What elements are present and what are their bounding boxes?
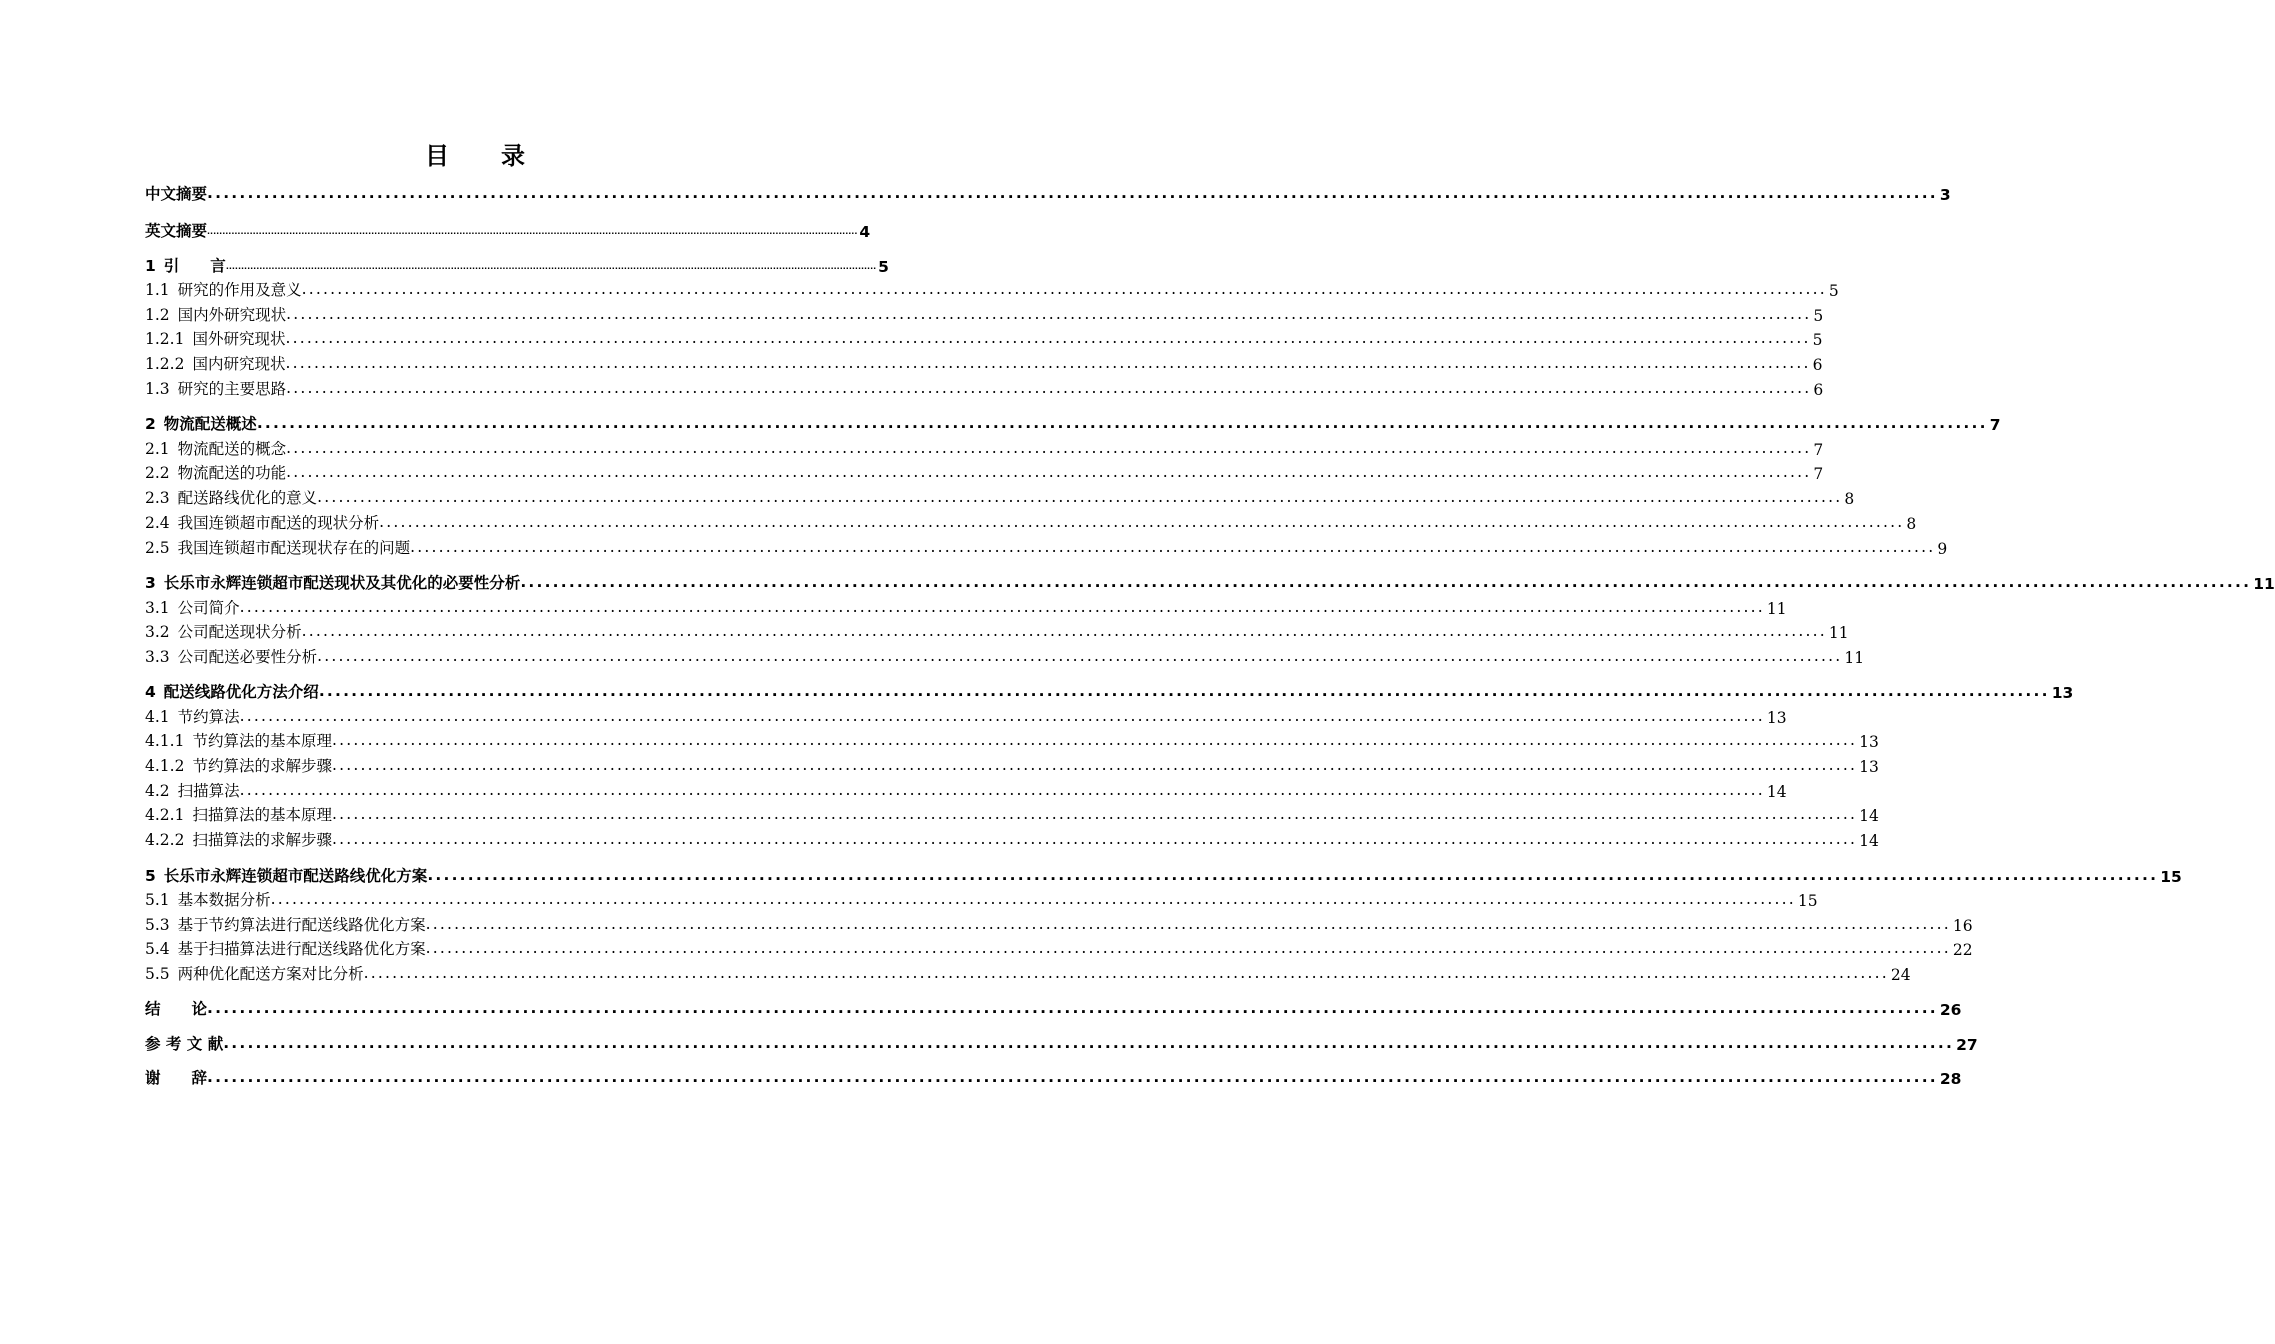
- toc-entry-text: 物流配送的功能: [177, 464, 287, 482]
- toc-entry-text: 引 言: [163, 257, 226, 275]
- toc-entry-label: [145, 803, 332, 825]
- toc-entry[interactable]: [145, 571, 2275, 593]
- toc-entry-text: 国内研究现状: [192, 355, 286, 373]
- toc-page-number: 27: [1956, 1036, 1978, 1054]
- toc-entry[interactable]: [145, 327, 1823, 349]
- toc-entry-label: [145, 327, 285, 349]
- toc-entry[interactable]: [145, 864, 2182, 886]
- toc-entry-label: [145, 254, 226, 276]
- toc-page-number: 13: [1766, 709, 1787, 727]
- toc-entry-label: [145, 596, 240, 618]
- toc-page-number: 24: [1890, 966, 1911, 984]
- toc-entry-label: [145, 828, 332, 850]
- toc-entry-label: [145, 864, 427, 886]
- toc-dot-leader: ......................................................................................................................................................................................................................: [286, 438, 1812, 457]
- toc-page-number: 5: [1813, 307, 1824, 325]
- toc-page-number: 11: [1844, 649, 1865, 667]
- toc-entry-text: 参 考 文 献: [145, 1035, 224, 1053]
- toc-entry-number: 3: [145, 574, 156, 592]
- toc-entry-label: [145, 571, 520, 593]
- toc-entry-text: 研究的主要思路: [177, 380, 287, 398]
- toc-dot-leader: ......................................................................................................................................................................................................................: [207, 183, 1938, 202]
- toc-entry-number: 2: [145, 415, 156, 433]
- toc-dot-leader: ......................................................................................................................................................................................................................: [520, 572, 2252, 591]
- toc-page-number: 14: [1859, 807, 1879, 825]
- toc-dot-leader: ......................................................................................................................................................................................................................: [317, 487, 1843, 506]
- toc-entry[interactable]: [145, 352, 1823, 374]
- toc-entry-label: [145, 303, 286, 325]
- toc-entry-label: [145, 729, 332, 751]
- toc-entry[interactable]: [145, 997, 1962, 1019]
- toc-entry-label: [145, 962, 364, 984]
- toc-page-number: 15: [1797, 892, 1818, 910]
- toc-page-number: 7: [1989, 416, 2001, 434]
- toc-dot-leader: ......................................................................................................................................................................................................................: [270, 889, 1796, 908]
- toc-entry[interactable]: [145, 303, 1824, 325]
- toc-page-number: 11: [2253, 575, 2275, 593]
- toc-entry-number: 4: [145, 683, 156, 701]
- toc-page-number: 15: [2160, 868, 2182, 886]
- toc-entry-text: 国外研究现状: [192, 330, 286, 348]
- toc-entry-label: [145, 1066, 207, 1088]
- toc-entry-text: 基本数据分析: [177, 891, 271, 909]
- toc-dot-leader: ......................................................................................................................................................................................................................: [331, 755, 1858, 774]
- toc-entry-number: 1.2.1: [145, 330, 185, 348]
- toc-entry-number: 3.2: [145, 623, 170, 641]
- toc-entry-number: 4.2.2: [145, 831, 185, 849]
- toc-dot-leader: ......................................................................................................................................................................................................................: [331, 829, 1858, 848]
- toc-page-number: 7: [1813, 441, 1824, 459]
- toc-entry-number: 3.3: [145, 648, 170, 666]
- toc-dot-leader: ......................................................................................................................................................................................................................: [331, 730, 1858, 749]
- toc-page-number: 4: [859, 223, 871, 241]
- toc-entry-text: 节约算法: [177, 708, 240, 726]
- toc-entry-label: [145, 888, 271, 910]
- toc-page-number: 3: [1939, 186, 1951, 204]
- toc-entry-number: 2.4: [145, 514, 170, 532]
- toc-entry[interactable]: [145, 536, 1948, 558]
- toc-entry-label: [145, 754, 332, 776]
- toc-entry-text: 长乐市永辉连锁超市配送路线优化方案: [163, 867, 428, 885]
- toc-entry-label: [145, 1032, 223, 1054]
- toc-entry[interactable]: [145, 486, 1855, 508]
- toc-entry[interactable]: [145, 596, 1787, 618]
- toc-page-number: 6: [1813, 381, 1824, 399]
- toc-title-char-2: 录: [501, 142, 525, 170]
- toc-entry-text: 扫描算法的基本原理: [192, 806, 332, 824]
- toc-page-number: 5: [878, 258, 889, 276]
- toc-entry-text: 节约算法的基本原理: [192, 732, 332, 750]
- toc-page-number: 13: [2051, 684, 2074, 702]
- toc-dot-leader: ......................................................................................................................................................................................................................: [425, 914, 1951, 933]
- toc-dot-leader: ......................................................................................................................................................................................................................: [318, 681, 2050, 700]
- toc-entry[interactable]: [145, 1032, 1978, 1054]
- toc-entry-text: 我国连锁超市配送现状存在的问题: [177, 539, 411, 557]
- toc-entry[interactable]: [145, 828, 1879, 850]
- toc-entry[interactable]: [145, 437, 1824, 459]
- toc-entry-label: [145, 461, 286, 483]
- toc-entry[interactable]: [145, 278, 1839, 300]
- toc-entry-label: [145, 645, 317, 667]
- toc-dot-leader: ......................................................................................................................................................................................................................: [223, 1033, 1955, 1052]
- toc-entry-text: 公司配送现状分析: [177, 623, 302, 641]
- toc-entry-text: 研究的作用及意义: [177, 281, 302, 299]
- toc-dot-leader: ......................................................................................................................................................................................................................: [239, 780, 1765, 799]
- toc-entry-label: [145, 997, 207, 1019]
- toc-entry[interactable]: [145, 377, 1824, 399]
- toc-entry-text: 基于节约算法进行配送线路优化方案: [177, 916, 426, 934]
- toc-entry-text: 长乐市永辉连锁超市配送现状及其优化的必要性分析: [163, 574, 521, 592]
- toc-page-number: 8: [1906, 515, 1917, 533]
- toc-entry-label: [145, 705, 240, 727]
- toc-entry-text: 基于扫描算法进行配送线路优化方案: [177, 940, 426, 958]
- toc-entry-number: 1.1: [145, 281, 170, 299]
- toc-dot-leader: ......................................................................................................................................................................................................................: [285, 353, 1811, 372]
- toc-entry-number: 5.4: [145, 940, 170, 958]
- toc-entry[interactable]: [145, 182, 1951, 204]
- toc-entry-label: [145, 511, 379, 533]
- toc-dot-leader: ......................................................................................................................................................................................................................: [286, 378, 1812, 397]
- toc-entry[interactable]: [145, 645, 1865, 667]
- toc-entry-text: 物流配送概述: [163, 415, 257, 433]
- toc-entry[interactable]: [145, 913, 1973, 935]
- toc-entry-label: [145, 437, 286, 459]
- toc-entry-number: 1.2: [145, 306, 170, 324]
- toc-entry-number: 3.1: [145, 599, 170, 617]
- toc-entry[interactable]: [145, 1066, 1962, 1088]
- toc-dot-leader: ......................................................................................................................................................................................................................: [363, 963, 1889, 982]
- toc-dot-leader: ......................................................................................................................................................................................................................: [427, 865, 2159, 884]
- toc-page-number: 26: [1939, 1001, 1962, 1019]
- toc-page-number: 7: [1813, 465, 1824, 483]
- toc-page-number: 28: [1939, 1070, 1962, 1088]
- toc-entry[interactable]: [145, 754, 1879, 776]
- toc-dot-leader: ......................................................................................................................................................................................................................: [239, 706, 1765, 725]
- toc-entry[interactable]: [145, 962, 1911, 984]
- toc-entry-text: 中文摘要: [145, 185, 208, 203]
- toc-entry-text: 英文摘要: [145, 222, 208, 240]
- toc-entry-label: [145, 219, 207, 241]
- toc-entry-number: 5.1: [145, 891, 170, 909]
- toc-entry-number: 4.2.1: [145, 806, 185, 824]
- toc-entry[interactable]: [145, 620, 1849, 642]
- toc-dot-leader: ......................................................................................................................................................................................................................: [379, 512, 1905, 531]
- toc-entry[interactable]: [145, 254, 889, 276]
- toc-page-number: 11: [1766, 600, 1787, 618]
- toc-entry-number: 2.1: [145, 440, 170, 458]
- toc-entry-number: 2.5: [145, 539, 170, 557]
- toc-entry-label: [145, 680, 319, 702]
- toc-entry-label: [145, 486, 317, 508]
- toc-entry[interactable]: [145, 511, 1917, 533]
- toc-entry-label: [145, 412, 257, 434]
- toc-entry-text: 配送路线优化的意义: [177, 489, 318, 507]
- toc-page-number: 9: [1937, 540, 1948, 558]
- toc-page-number: 13: [1859, 758, 1879, 776]
- toc-entry-text: 两种优化配送方案对比分析: [177, 965, 364, 983]
- toc-entry-number: 4.1.2: [145, 757, 185, 775]
- toc-entry-label: [145, 937, 426, 959]
- toc-entry-number: 5.3: [145, 916, 170, 934]
- toc-title: [0, 136, 950, 171]
- toc-entry[interactable]: [145, 779, 1787, 801]
- toc-entry-label: [145, 352, 285, 374]
- toc-page-number: 13: [1859, 733, 1879, 751]
- toc-entry-text: 结 论: [145, 1000, 208, 1018]
- toc-entry-number: 4.2: [145, 782, 170, 800]
- toc-title-char-1: 目: [425, 142, 449, 170]
- toc-entry-text: 谢 辞: [145, 1069, 208, 1087]
- toc-entry-number: 2.2: [145, 464, 170, 482]
- toc-page-number: 22: [1952, 941, 1973, 959]
- toc-entry-text: 公司配送必要性分析: [177, 648, 318, 666]
- toc-entry[interactable]: [145, 888, 1818, 910]
- toc-dot-leader: ......................................................................................................................................................................................................................: [317, 646, 1843, 665]
- toc-dot-leader: ......................................................................................................................................................................................................................: [239, 597, 1765, 616]
- toc-entry-text: 扫描算法: [177, 782, 240, 800]
- toc-entry-text: 配送线路优化方法介绍: [163, 683, 319, 701]
- toc-entry-text: 我国连锁超市配送的现状分析: [177, 514, 380, 532]
- toc-entry-number: 4.1.1: [145, 732, 185, 750]
- toc-entry-text: 扫描算法的求解步骤: [192, 831, 332, 849]
- toc-entry-label: [145, 620, 302, 642]
- toc-entry-number: 2.3: [145, 489, 170, 507]
- toc-entry[interactable]: [145, 461, 1824, 483]
- toc-dot-leader: ......................................................................................................................................................................................................................: [207, 998, 1938, 1017]
- toc-entry-label: [145, 182, 207, 204]
- toc-entry[interactable]: [145, 412, 2001, 434]
- toc-entry-number: 5: [145, 867, 156, 885]
- toc-entry-label: [145, 536, 410, 558]
- toc-page-number: 5: [1828, 282, 1839, 300]
- toc-entry-label: [145, 377, 286, 399]
- toc-dot-leader: ......................................................................................................................................................................................................................: [425, 938, 1951, 957]
- toc-dot-leader: ......................................................................................................................................................................................................................: [256, 413, 1988, 432]
- toc-page-number: 5: [1812, 331, 1823, 349]
- toc-dot-leader: ......................................................................................................................................................................................................................: [207, 227, 858, 236]
- toc-dot-leader: ......................................................................................................................................................................................................................: [286, 462, 1812, 481]
- toc-page-number: 16: [1952, 917, 1973, 935]
- toc-entry-label: [145, 779, 240, 801]
- toc-dot-leader: ......................................................................................................................................................................................................................: [285, 328, 1811, 347]
- toc-dot-leader: ......................................................................................................................................................................................................................: [286, 304, 1812, 323]
- toc-page-number: 8: [1844, 490, 1855, 508]
- toc-entry[interactable]: [145, 803, 1879, 825]
- toc-entry-label: [145, 278, 302, 300]
- toc-entry-number: 5.5: [145, 965, 170, 983]
- toc-entry[interactable]: [145, 729, 1879, 751]
- toc-dot-leader: ......................................................................................................................................................................................................................: [207, 1067, 1938, 1086]
- toc-entry-label: [145, 913, 426, 935]
- toc-page-number: 14: [1859, 832, 1879, 850]
- toc-dot-leader: ......................................................................................................................................................................................................................: [225, 262, 877, 271]
- toc-entry[interactable]: [145, 937, 1973, 959]
- toc-entry[interactable]: [145, 680, 2074, 702]
- toc-entry-text: 公司简介: [177, 599, 240, 617]
- toc-entry-number: 4.1: [145, 708, 170, 726]
- toc-entry-text: 物流配送的概念: [177, 440, 287, 458]
- toc-page-number: 14: [1766, 783, 1787, 801]
- toc-entry-number: 1.2.2: [145, 355, 185, 373]
- toc-dot-leader: ......................................................................................................................................................................................................................: [331, 804, 1858, 823]
- toc-entry-text: 国内外研究现状: [177, 306, 287, 324]
- toc-entry[interactable]: [145, 219, 871, 241]
- toc-entry-number: 1: [145, 257, 156, 275]
- toc-page-number: 11: [1828, 624, 1849, 642]
- toc-page-number: 6: [1812, 356, 1823, 374]
- toc-entry[interactable]: [145, 705, 1787, 727]
- toc-entry-number: 1.3: [145, 380, 170, 398]
- toc-entry-text: 节约算法的求解步骤: [192, 757, 332, 775]
- toc-dot-leader: ......................................................................................................................................................................................................................: [301, 621, 1827, 640]
- toc-dot-leader: ......................................................................................................................................................................................................................: [301, 279, 1827, 298]
- toc-dot-leader: ......................................................................................................................................................................................................................: [410, 537, 1936, 556]
